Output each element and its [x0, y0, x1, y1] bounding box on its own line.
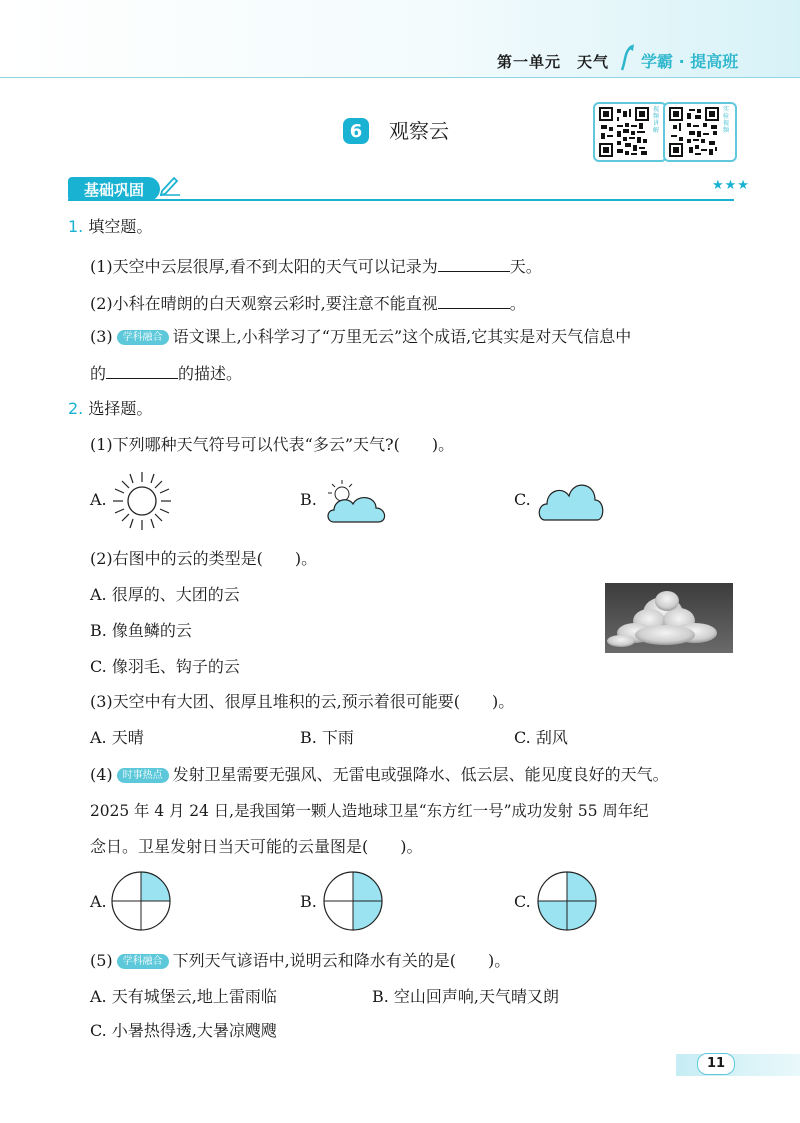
q1-sub2-end: 。	[509, 294, 526, 313]
q2-sub3-text: (3)天空中有大团、很厚且堆积的云,预示着很可能要(	[90, 692, 460, 711]
q2-sub4-text1: 发射卫星需要无强风、无雷电或强降水、低云层、能见度良好的天气。	[172, 765, 669, 784]
subject-fusion-tag: 学科融合	[117, 330, 169, 345]
q1-title: 填空题。	[88, 217, 153, 236]
q2-sub5-option-b[interactable]: B. 空山回声响,天气晴又朗	[372, 987, 560, 1006]
q2-sub5-prefix: (5)	[90, 951, 113, 970]
lesson-title: 观察云	[389, 119, 449, 143]
q1-sub1-end: 天。	[509, 257, 542, 276]
q2-sub3-option-a[interactable]: A. 天晴	[90, 728, 144, 747]
qr-label-video: 视频讲解	[653, 106, 660, 134]
q1-sub2	[90, 292, 526, 315]
partly-cloudy-icon[interactable]	[320, 478, 390, 526]
qr-code-icon	[669, 107, 719, 157]
q2-sub4-option-b-letter: B.	[300, 892, 317, 911]
q2-sub1-option-a-letter: A.	[90, 490, 107, 509]
q2-sub4-prefix: (4)	[90, 765, 113, 784]
q1-sub3-text: 语文课上,小科学习了“万里无云”这个成语,它其实是对天气信息中	[172, 327, 632, 346]
cloud-cover-pie-c[interactable]	[536, 870, 598, 932]
q2-sub2-close: )。	[294, 549, 318, 568]
q2-sub4-line3	[90, 836, 423, 858]
q2-sub1-close: )。	[431, 435, 455, 454]
q2-sub3-option-b[interactable]: B. 下雨	[300, 728, 354, 747]
q2-sub2-text: (2)右图中的云的类型是(	[90, 549, 263, 568]
q1-sub2-text: (2)小科在晴朗的白天观察云彩时,要注意不能直视	[90, 294, 438, 313]
q1-sub1-text: (1)天空中云层很厚,看不到太阳的天气可以记录为	[90, 257, 438, 276]
q1-sub3-line2-start: 的	[90, 364, 107, 383]
q2-title: 选择题。	[88, 399, 153, 418]
q2-sub1	[90, 434, 454, 456]
answer-blank[interactable]	[438, 255, 510, 272]
q1-sub3-line2-end: 的描述。	[178, 364, 243, 383]
q2-sub2-option-c[interactable]: C. 像羽毛、钩子的云	[90, 657, 240, 676]
lesson-number-badge: 6	[343, 118, 369, 144]
q2-sub1-option-c-letter: C.	[514, 490, 531, 509]
pencil-icon	[158, 174, 182, 196]
subject-fusion-tag: 学科融合	[117, 954, 169, 969]
q2-heading	[68, 398, 152, 420]
q2-sub3-close: )。	[492, 692, 515, 711]
qr-label-experiment: 实验视频	[723, 106, 730, 134]
q2-sub2-option-b[interactable]: B. 像鱼鳞的云	[90, 621, 192, 640]
section-title: 基础巩固	[68, 177, 160, 201]
q1-sub1	[90, 255, 542, 278]
cloud-icon[interactable]	[535, 474, 607, 524]
q2-sub2	[90, 548, 317, 570]
brand-swoosh-icon	[618, 42, 640, 72]
sun-icon[interactable]	[110, 470, 174, 532]
q2-sub4-option-c-letter: C.	[514, 892, 531, 911]
q2-sub5-option-c[interactable]: C. 小暑热得透,大暑凉飕飕	[90, 1021, 277, 1040]
q2-sub4-line1	[90, 764, 669, 786]
header-unit-title: 第一单元 天气	[497, 53, 610, 71]
q2-sub4-option-a-letter: A.	[90, 892, 107, 911]
section-divider	[68, 199, 734, 201]
current-affairs-tag: 时事热点	[117, 768, 169, 783]
q2-number: 2.	[68, 399, 84, 418]
q2-sub3	[90, 691, 514, 713]
qr-card-video[interactable]	[593, 102, 667, 162]
q1-heading	[68, 216, 152, 238]
q2-sub4-text3: 念日。卫星发射日当天可能的云量图是(	[90, 837, 369, 856]
q1-sub3-line1	[90, 326, 631, 348]
q2-sub4-line2: 2025 年 4 月 24 日,是我国第一颗人造地球卫星“东方红一号”成功发射 55 周年纪	[90, 802, 649, 820]
q2-sub5-close: )。	[488, 951, 511, 970]
q1-sub3-line2	[90, 362, 242, 385]
q2-sub4-close: )。	[400, 837, 423, 856]
q1-sub3-prefix: (3)	[90, 327, 113, 346]
q2-sub5-text: 下列天气谚语中,说明云和降水有关的是(	[172, 951, 457, 970]
cloud-cover-pie-b[interactable]	[322, 870, 384, 932]
qr-code-icon	[599, 107, 649, 157]
q2-sub5	[90, 950, 510, 972]
brand-name: 学霸 · 提高班	[641, 52, 739, 71]
q1-number: 1.	[68, 217, 84, 236]
answer-blank[interactable]	[106, 362, 178, 379]
page-number: 11	[697, 1053, 735, 1075]
qr-card-experiment[interactable]	[663, 102, 737, 162]
answer-blank[interactable]	[438, 292, 510, 309]
q2-sub2-option-a[interactable]: A. 很厚的、大团的云	[90, 585, 240, 604]
q2-sub3-option-c[interactable]: C. 刮风	[514, 728, 568, 747]
cumulus-cloud-photo	[605, 583, 733, 653]
cloud-cover-pie-a[interactable]	[110, 870, 172, 932]
q2-sub1-option-b-letter: B.	[300, 490, 317, 509]
q2-sub1-text: (1)下列哪种天气符号可以代表“多云”天气?(	[90, 435, 400, 454]
q2-sub5-option-a[interactable]: A. 天有城堡云,地上雷雨临	[90, 987, 277, 1006]
page-number-bar	[676, 1054, 800, 1076]
difficulty-stars: ★★★	[712, 178, 750, 193]
